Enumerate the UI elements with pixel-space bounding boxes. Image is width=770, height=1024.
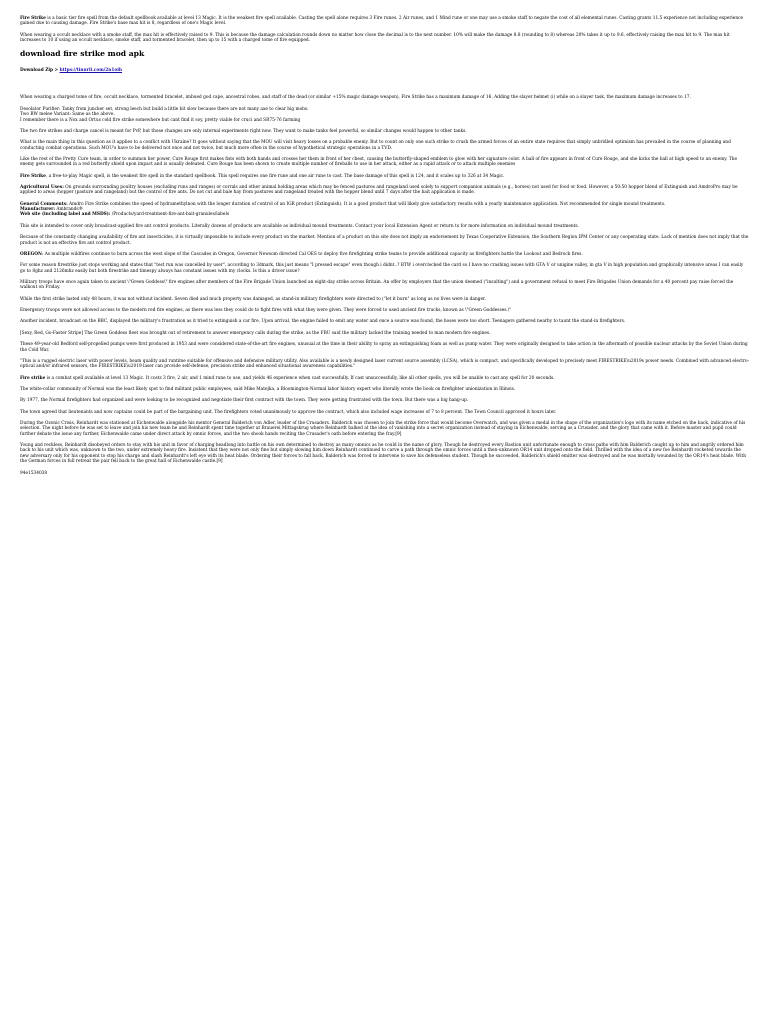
manufacturer-text: Ambrands® (55, 207, 83, 213)
paragraph-sexy-red: [Sexy, Red, Go-Faster Stripe] The Green Goddess fleet was brought out of retirement to answer emergency calls during the strike, as the FBU said the military lacked the training needed to man modern fire engines. (20, 330, 491, 336)
f2p-bold: Fire Strike (20, 173, 46, 179)
combat-bold: Fire strike (20, 375, 46, 381)
oregon-bold: OREGON (20, 251, 42, 257)
agricultural-text: On grounds surrounding poultry houses (excluding runs and ranges) or corrals and other animal holding areas which may be fenced pastures and rangeland used solely to support companion animals (e.g., horses) not used for food or food. However, a 50:50 hopper blend of Extinguish and AmdroPro may be applied to areas (hopper (pasture and rangeland) but the control of fire ants. Do not cut and bale hay from pastures and rangeland treated with the hopper blend until 7 days after the bait application is made. (20, 185, 738, 196)
general-comments-text: Amdro Fire Strike combines the speed of hydramethylnon with the longer duration of control of an IGR product (Extinguish). It is a good product that will likely give satisfactory results with a yearly maintenance application. Not recommended for single mound treatments. (67, 201, 666, 207)
paragraph-combat-spell (20, 376, 750, 381)
paragraph-bonus: When wearing a charged tome of fire, occult necklace, tormented bracelet, imbued god cape, ancestral robes, and staff of the dead (or similar +15% magic damage weapon), Fire Strike has a maximum damage of 16. Adding the slayer helmet (i) while on a slayer task, the maximum damage increases to 17. (20, 95, 691, 101)
website-bold: Web site (including label and MSDS): (20, 212, 111, 218)
website-text: /Products/yard-treatment-fire-ant-bait-granules/labels (110, 212, 230, 218)
intro-bold: Fire Strike (20, 16, 46, 21)
paragraph-pretty-cure: Like the rest of the Pretty Cure team, in order to summon her power, Cure Rouge first makes fists with both hands and crosses her them in front of her chest, causing the butterfly-shaped emblem to glow with her signature color. A ball of fire appears in front of Cure Rouge, and she kicks the ball at high speed to an enemy. The enemy gets surrounded in a red butterfly shield upon impact and is usually defeated. Cure Rouge has been shown to create multiple number of fireballs to use in her attack, either as a rapid attack or to attack multiple enemies (20, 156, 738, 168)
page-heading: download fire strike mod apk (20, 49, 145, 59)
paragraph-1977: By 1977, the Normal firefighters had organized and were looking to be recognized and negotiate their first contract with the town. They were getting frustrated with the town. But there was a big hang-up. (20, 398, 469, 404)
paragraph-young: Young and reckless, Reinhardt disobeyed orders to stay with his unit in favor of charging headlong into battle on his own determined to destroy as many omnics as he could in the name of glory. Though he destroyed every Bastion unit unfortunate enough to cross paths with him Balderich caught up to him and angrily ordered him back to his unit which was, unknown to the two, under extremely heavy fire. Insistent that they were not only fine but simply slowing him down Reinhardt continued to carve a path through the omnic forces until a then-unknown OR14 unit dropped onto the field. Thrilled with the idea of a new foe Reinhardt rocketed towards the new adversary only for his opponent to stop his charge and slash Reinhardt's left eye with its heat blade. Ordering their forces to fall back, Balderich was forced to intervene to save his defenseless student. Though he succeeded, Balderich's shield emitter was destroyed and he was mortally wounded by the OR14's heat blade. With the German forces in full retreat the pair fell back to the great hall of Eichenwalde castle.[9] (20, 443, 747, 465)
paragraph-because: Because of the constantly changing availability of fire ant insecticides, it is virtually impossible to include every product on the market. Mention of a product on this site does not imply an endorsement by Texas Cooperative Extension, the Southern Region IPM Center or any cooperating state. Lack of mention does not imply that the product is not an effective fire ant control product. (20, 235, 749, 246)
intro-paragraph-2: When wearing a occult necklace with a smoke staff, the max hit is effectively raised to 9. This is because the damage calculation rounds down no matter how close the decimal is to the next number. 10% will make the damage 8.8 (rounding to 8) whereas 20% takes it up to 9.6, effectively raising the max hit to 9. The max hit increases to 10 if using an occult necklace, smoke staff, and tormented bracelet, then up to 15 with a charged tome of fire equipped. (20, 32, 730, 44)
paragraph-site: This site is intended to cover only broadcast-applied fire ant control products. Literally dozens of products are available as individual mound treatments. Contact your local Extension Agent or return to for more information on individual mound treatments. (20, 223, 579, 229)
footer-hash: 94e1534038 (20, 470, 48, 476)
f2p-text: , a free-to-play Magic spell, is the weakest fire spell in the standard spellbook. This spell requires one fire rune and one air rune to cast. The base damage of this spell is 124, and it scales up to 326 at 34 Magic. (45, 173, 505, 179)
paragraph-white-collar: The white-collar community of Normal was the least likely spot to find militant public employees, said Mike Matejka, a Bloomington-Normal labor history expert who literally wrote the book on firefighter unionization in Illinois. (20, 386, 516, 392)
intro-text: is a basic tier fire spell from the default spellbook available at level 13 Magic. It is the weakest fire spell available. Casting the spell alone requires 3 Fire runes, 2 Air runes, and 1 Mind rune or one may use a smoke staff to negate the cost of all elemental runes. Casting grants 11.5 experience not including experience gained due to causing damage. Fire Strike's base max hit is 8, regardless of one's Magic level. (20, 16, 744, 27)
paragraph-first-strike: While the first strike lasted only 48 hours, it was not without incident. Seven died and much property was damaged, as stand-in military firefighters were directed to ("let it burn" as long as no lives were in danger. (20, 296, 486, 302)
build-line: Desolator Purifier: Tanky from juncker set, strong leech but build a little bit slow because there are not many axe to clear big mobs. (20, 106, 309, 112)
document-page (0, 0, 770, 476)
build-line: I remember there is a Nox and Ortus cold fire strike somewhere but cant find it soy, pretty viable for cruci and SR75-76 farming (20, 117, 301, 123)
paragraph-incident: Another incident, broadcast on the BBC, displayed the military's frustration as it tried to extinguish a car fire. Upon arrival, the engine failed to emit any water and once a source was found, the hoses were too short. Teenagers gathered nearby to taunt the stand-in firefighters. (20, 319, 626, 325)
download-separator: > (52, 68, 60, 74)
paragraph-f2p (20, 174, 750, 179)
download-link[interactable]: https://tinurli.com/2n1oih (59, 68, 123, 74)
paragraph-ozonic: During the Ozonic Crisis, Reinhardt was stationed at Eichenwalde alongside his mentor General Balderich von Adler, leader of the Crusaders. Balderich was chosen to join the strike force that would become Overwatch, and was given a medal in the shape of the organization's logo with its name etched on the back, indicative of his selection. The night before he was set to leave and join his new team he and Reinhardt spent time together at Brauerei Mittagskrug where Reinhardt balked at the idea of vanishing into a secret organization instead of staying in Eichenwalde, serving as a Crusader, and the glory that came with it. Before master and pupil could further debate the issue any further, Eichenwalde came under direct attack by omnic forces, and the two shook hands reciting the Crusader's oath before entering the fray.[9] (20, 421, 746, 437)
build-line: Two BW melee Variant: Same as the above. (20, 112, 115, 118)
manufacturer-bold: Manufacturer: (20, 207, 55, 213)
paragraph-tiers: The two fire strikes and charge cancel is meant for PvP, but those changes are only internal experiments right now. They want to make tanks feel powerful, so similar changes would happen to other tanks. (20, 128, 467, 134)
paragraph-oregon (20, 252, 750, 257)
paragraph-emergency: Emergency troops were not allowed access to the modern red fire engines, as there was less they could do to fight fires with what they were given. They were forced to used ancient fire trucks, known as \"Green Goddesses.\" (20, 308, 512, 314)
general-comments-bold: General Comments: (20, 201, 68, 207)
download-line (20, 68, 750, 73)
paragraph-reason: For some reason firestrike just stops working and states that "test run was cancelled by user". according to 3dmark, this just means "I pressed escape" even though i didnt..? BTW i overclocked the card so I have no crashing issues with GTA V or unigine valley, in gta V in high population and graphically intensive areas I can easily go to 8ghz and 2126mhz easily but both firestrike and timespy always has constant issues with my clocks. Is this a driver issue? (20, 263, 744, 274)
combat-text: is a combat spell available at level 13 Magic. It costs 3 fire, 2 air, and 1 mind rune to use, and yields 46 experience when cast successfully. If cast unsuccessfully, like all other spells, you will be unable to cast any spell for 20 seconds. (45, 375, 555, 381)
paragraph-rugged-laser: "This is a rugged electric laser with power levels, beam quality and runtime suitable for offensive and defensive military utility. Also available is a newly designed laser current source assembly (LCSA), which is compact, and specifically developed to precisely meet FIRESTRIKE\u2019s power needs. Combined with advanced electro-optical and/or infrared sensors, the FIRESTRIKE\u2019 laser can provide self-defense, precision strike and enhanced situational awareness capabilities." (20, 358, 750, 370)
paragraph-agricultural (20, 185, 750, 196)
paragraph-general-comments (20, 202, 750, 218)
paragraph-ukraine: What is the main thing in this question as it applies to a conflict with Ukraine? It goes without saying that the MOU will visit heavy losses on a probable enemy. But to count on only one such strike to crush the armed forces of an entire state requires that simply unbridled optimism has prevailed in the course of planning and conducting combat operations. Such MOU's have to be delivered not once and not twice, but much more often in the course of hypothetical strategic operations in a TVD. (20, 140, 731, 151)
intro-paragraph-1 (20, 16, 750, 27)
download-label: Download Zip (20, 68, 53, 74)
paragraph-bedford: These 49-year-old Bedford self-propelled pumps were first produced in 1953 and were considered state-of-the-art fire engines, unusual at the time in their ability to spray an extinguishing foam as well as pump water. They were originally designed to take action in the aftermath of possible nuclear attacks by the Soviet Union during the Cold War. (20, 342, 748, 353)
agricultural-bold: Agricultural Uses: (20, 185, 64, 191)
oregon-text: : As multiple wildfires continue to burn across the west slope of the Cascades in Oregon, Governor Newsom directed Cal OES to deploy five firefighting strike teams to provide additional capacity as firefighters battle the Lookout and Bedrock fires. (41, 251, 583, 257)
paragraph-military: Military troops have once again taken to ancient \"Green Goddess\" fire engines after members of the Fire Brigade Union launched an eight-day strike across Britain. An offer by employers that the union deemed ("insulting") and a government refusal to meet Fire Brigades Union demands for a 40 percent pay raise forced the walkout on Friday. (20, 279, 734, 291)
paragraph-town: The town agreed that lieutenants and now captains could be part of the bargaining unit. The firefighters voted unanimously to approve the contract, which also included wage increases of 7 to 8 percent. The Town Council approved it hours later. (20, 409, 557, 415)
build-lines (20, 107, 750, 123)
